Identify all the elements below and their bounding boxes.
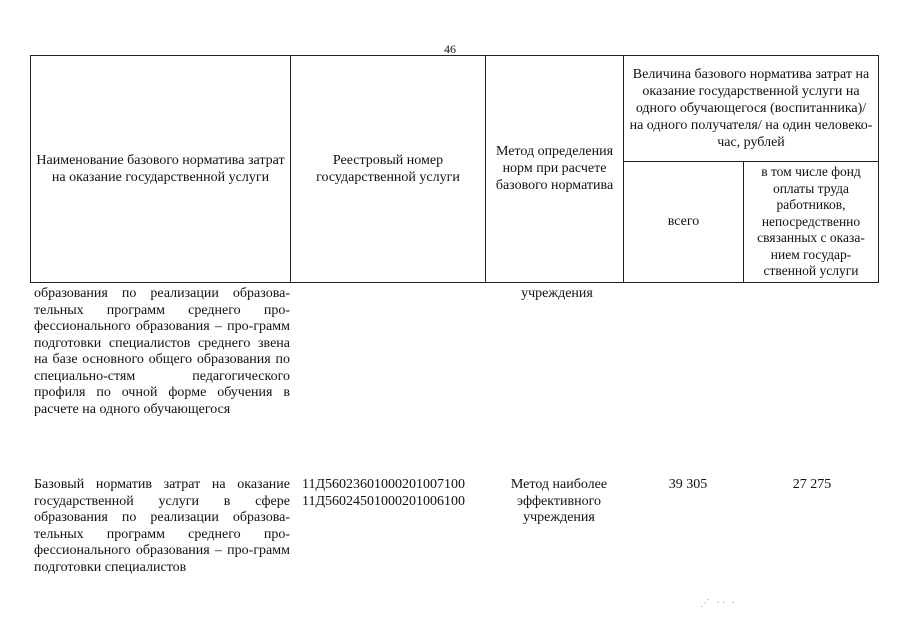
- row2-registry-number-2: 11Д56024501000201006100: [302, 494, 466, 509]
- header-value-group: Величина базового норматива затрат на оказание государственной услуги на одного обучающегося (воспитанника)/ на одного получателя/ на один человеко-час, рублей: [624, 56, 879, 162]
- norms-table-header: [30, 55, 879, 283]
- header-payroll: в том числе фонд оплаты труда работников, непосредственно связанных с оказа-нием государ-ственной услуги: [744, 162, 879, 283]
- row2-registry-number-1: 11Д56023601000201007100: [302, 477, 466, 492]
- header-registry-number: Реестровый номер государственной услуги: [291, 56, 486, 283]
- header-total: всего: [624, 162, 744, 283]
- row2-service-name: Базовый норматив затрат на оказание государственной услуги в сфере образования по реализации образова-тельных программ среднего про-фессионального образования – про-грамм подготовки специалистов: [34, 477, 290, 575]
- row1-service-name: образования по реализации образова-тельных программ среднего про-фессионального образования – про-грамм подготовки специалистов среднего звена на базе основного общего образования по специально-стям педагогического профиля по очной форме обучения в расчете на одного обучающегося: [34, 286, 290, 417]
- header-service-name: Наименование базового норматива затрат на оказание государственной услуги: [31, 56, 291, 283]
- scan-artifact: ⋰ ·· ·: [700, 598, 737, 609]
- row2-method: Метод наиболее эффективного учреждения: [510, 477, 608, 525]
- row2-payroll: 27 275: [792, 477, 832, 492]
- page-number: 46: [444, 42, 456, 56]
- row1-method: учреждения: [521, 286, 593, 301]
- row2-total: 39 305: [668, 477, 708, 492]
- header-method: Метод определения норм при расчете базового норматива: [486, 56, 624, 283]
